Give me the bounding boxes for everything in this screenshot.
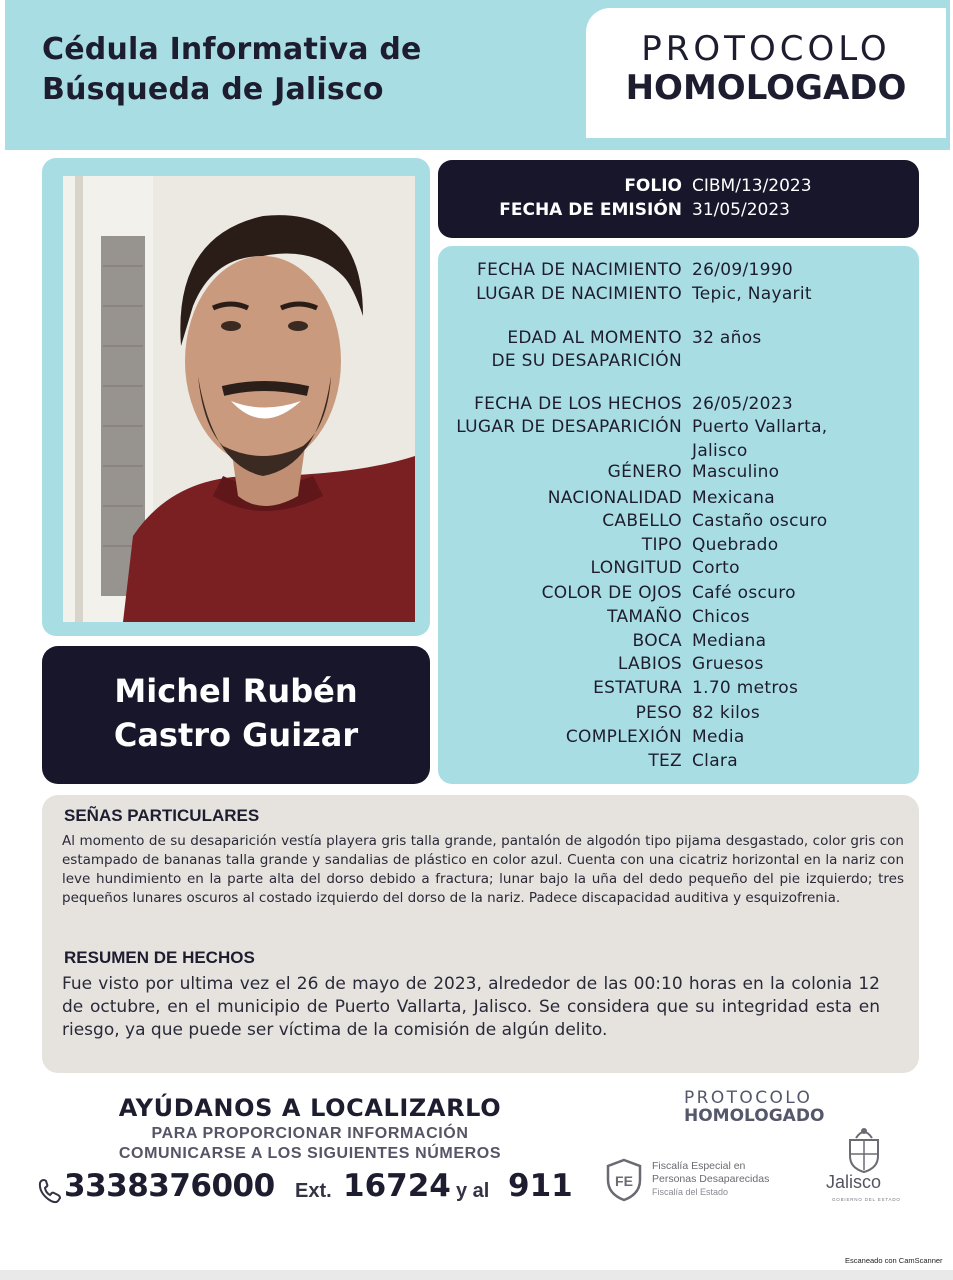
detail-label: NACIONALIDAD (547, 488, 682, 508)
detail-label: COMPLEXIÓN (565, 727, 682, 747)
detail-label: COLOR DE OJOS (541, 583, 682, 603)
detail-value: Corto (692, 558, 740, 578)
detail-label: CABELLO (602, 511, 682, 531)
footer-homologado-label: HOMOLOGADO (684, 1106, 825, 1126)
protocolo-label: PROTOCOLO (641, 29, 891, 69)
svg-text:FE: FE (615, 1173, 633, 1189)
detail-value: Puerto Vallarta, (692, 417, 828, 437)
cta-title: AYÚDANOS A LOCALIZARLO (118, 1094, 502, 1122)
detail-value: 26/05/2023 (692, 394, 793, 414)
page-title (42, 30, 422, 110)
detail-value: Jalisco (692, 441, 748, 461)
detail-label: TEZ (648, 751, 682, 771)
detail-value: 26/09/1990 (692, 260, 793, 280)
detail-value: Mexicana (692, 488, 775, 508)
person-photo (63, 176, 415, 622)
scan-watermark: Escaneado con CamScanner (845, 1256, 943, 1265)
page-title-line2: Búsqueda de Jalisco (42, 72, 384, 107)
detail-label: ESTATURA (593, 678, 682, 698)
detail-value: Chicos (692, 607, 750, 627)
fiscalia-line2: Personas Desaparecidas (652, 1173, 770, 1185)
fiscalia-fe-logo (604, 1158, 644, 1202)
jalisco-subtitle: GOBIERNO DEL ESTADO (832, 1197, 901, 1202)
detail-value: Café oscuro (692, 583, 796, 603)
phone-icon (38, 1178, 62, 1204)
detail-label: EDAD AL MOMENTO (507, 328, 682, 348)
emission-date-value: 31/05/2023 (692, 200, 790, 220)
detail-label: DE SU DESAPARICIÓN (491, 351, 682, 371)
detail-value: 1.70 metros (692, 678, 799, 698)
cta-subtitle-line1: PARA PROPORCIONAR INFORMACIÓN (151, 1125, 469, 1142)
detail-value: Tepic, Nayarit (692, 284, 812, 304)
extension-number: 16724 (343, 1168, 451, 1204)
detail-label: FECHA DE LOS HECHOS (474, 394, 682, 414)
detail-label: LUGAR DE NACIMIENTO (476, 284, 682, 304)
detail-label: TAMAÑO (607, 607, 682, 627)
footer-protocolo-label: PROTOCOLO (684, 1088, 813, 1108)
folio-row (438, 176, 919, 200)
detail-value: Gruesos (692, 654, 764, 674)
detail-value: Masculino (692, 462, 780, 482)
emission-date-label: FECHA DE EMISIÓN (499, 200, 682, 220)
bottom-rule (0, 1270, 953, 1280)
detail-label: LUGAR DE DESAPARICIÓN (456, 417, 682, 437)
senas-title: SEÑAS PARTICULARES (64, 806, 260, 825)
person-name-line2: Castro Guizar (113, 716, 359, 754)
detail-label: TIPO (641, 535, 682, 555)
name-box (42, 646, 430, 784)
fiscalia-line3: Fiscalía del Estado (652, 1187, 729, 1197)
and-label: y al (456, 1180, 490, 1202)
emission-date-row (438, 200, 919, 224)
detail-label: LONGITUD (590, 558, 682, 578)
homologado-label: HOMOLOGADO (625, 68, 907, 108)
detail-value: Castaño oscuro (692, 511, 828, 531)
detail-label: GÉNERO (607, 462, 682, 482)
phone-number[interactable]: 3338376000 (64, 1168, 275, 1204)
cta-subtitle-line2: COMUNICARSE A LOS SIGUIENTES NÚMEROS (118, 1145, 502, 1162)
detail-value: Mediana (692, 631, 767, 651)
detail-value: Quebrado (692, 535, 779, 555)
resumen-title: RESUMEN DE HECHOS (64, 948, 255, 967)
senas-text: Al momento de su desaparición vestía playera gris talla grande, pantalón de algodón tipo pijama desgastado, color gris con estampado de bananas talla grande y sandalias de plástico en color azul. Cuenta con una cicatriz horizontal en la nariz con leve hundimiento en la parte alta del dorso debido a fractura; lunar bajo la uña del dedo pequeño del pie izquierdo; tres pequeños lunares oscuros al costado izquierdo del dorso de la nariz. Padece discapacidad auditiva y esquizofrenia. (62, 833, 904, 906)
page-title-line1: Cédula Informativa de (42, 32, 422, 67)
detail-value: 32 años (692, 328, 762, 348)
folio-label: FOLIO (624, 176, 682, 196)
detail-label: BOCA (632, 631, 682, 651)
detail-value: Media (692, 727, 745, 747)
resumen-text: Fue visto por ultima vez el 26 de mayo de 2023, alrededor de las 00:10 horas en la colonia 12 de octubre, en el municipio de Puerto Vallarta, Jalisco. Se considera que su integridad esta en riesgo, ya que puede ser víctima de la comisión de algún delito. (62, 974, 880, 1040)
jalisco-wordmark: Jalisco (826, 1172, 882, 1192)
extension-label: Ext. (295, 1180, 332, 1202)
detail-value: Clara (692, 751, 738, 771)
folio-value: CIBM/13/2023 (692, 176, 812, 196)
detail-label: FECHA DE NACIMIENTO (477, 260, 682, 280)
emergency-number[interactable]: 911 (508, 1168, 573, 1204)
detail-label: LABIOS (617, 654, 682, 674)
fiscalia-line1: Fiscalía Especial en (652, 1160, 746, 1172)
detail-value: 82 kilos (692, 703, 760, 723)
jalisco-crest-icon (842, 1126, 886, 1174)
detail-label: PESO (635, 703, 682, 723)
person-name-line1: Michel Rubén (114, 672, 358, 710)
